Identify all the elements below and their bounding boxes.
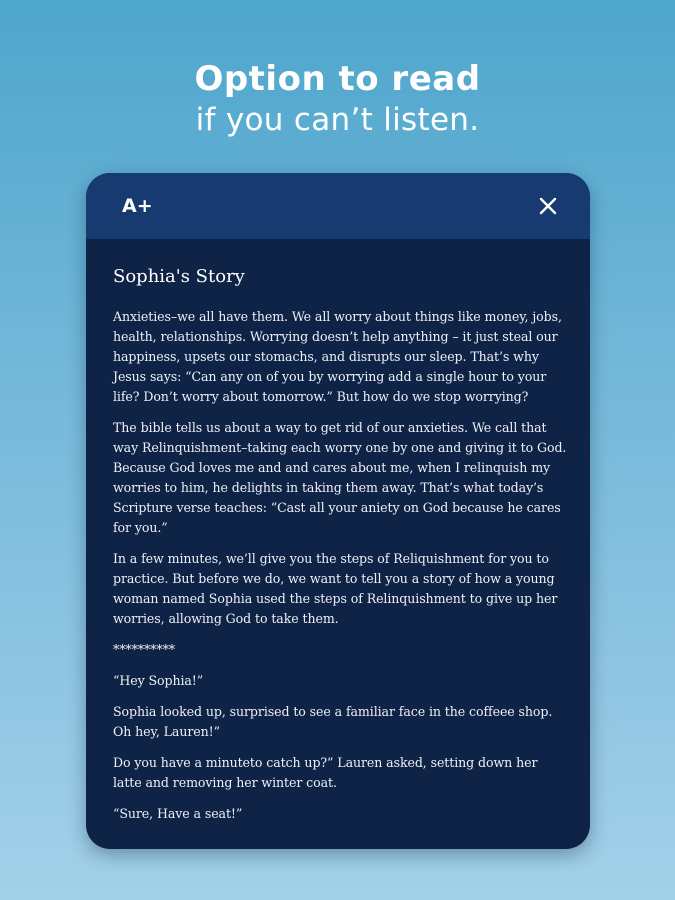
- close-button[interactable]: [534, 192, 562, 220]
- story-title: Sophia's Story: [113, 266, 245, 287]
- reader-toolbar: [86, 173, 590, 239]
- story-paragraph: In a few minutes, we’ll give you the steps of Reliquishment for you to practice. But before we do, we want to tell you a story of how a young woman named Sophia used the steps of Relinquishment to give up her worries, allowing God to take them.: [113, 551, 558, 626]
- close-icon: [534, 192, 562, 220]
- story-divider: **********: [113, 642, 175, 657]
- story-paragraph: “Hey Sophia!”: [113, 673, 204, 688]
- story-paragraph: Sophia looked up, surprised to see a familiar face in the coffeee shop. Oh hey, Lauren!”: [113, 704, 553, 739]
- story-paragraph: “Sure, Have a seat!”: [113, 806, 243, 821]
- reader-card: [86, 173, 590, 849]
- promo-subtitle: if you can’t listen.: [195, 102, 480, 138]
- promo-title: Option to read: [194, 59, 481, 99]
- promo-headline: [0, 58, 675, 140]
- increase-font-size-button[interactable]: A+: [122, 195, 153, 217]
- story-paragraph: Anxieties–we all have them. We all worry about things like money, jobs, health, relationships. Worrying doesn’t help anything – it just steal our happiness, upsets our stomachs, and disrupts our sleep. That’s why Jesus says: “Can any on of you by worrying add a single hour to your life? Don’t worry about tomorrow.” But how do we stop worrying?: [113, 309, 562, 404]
- story-paragraph: Do you have a minuteto catch up?” Lauren asked, setting down her latte and removing her winter coat.: [113, 755, 538, 790]
- story-content: [86, 239, 590, 824]
- story-paragraph: The bible tells us about a way to get rid of our anxieties. We call that way Relinquishment–taking each worry one by one and giving it to God. Because God loves me and and cares about me, when I relinquish my worries to him, he delights in taking them away. That’s what today’s Scripture verse teaches: “Cast all your aniety on God because he cares for you.”: [113, 420, 567, 535]
